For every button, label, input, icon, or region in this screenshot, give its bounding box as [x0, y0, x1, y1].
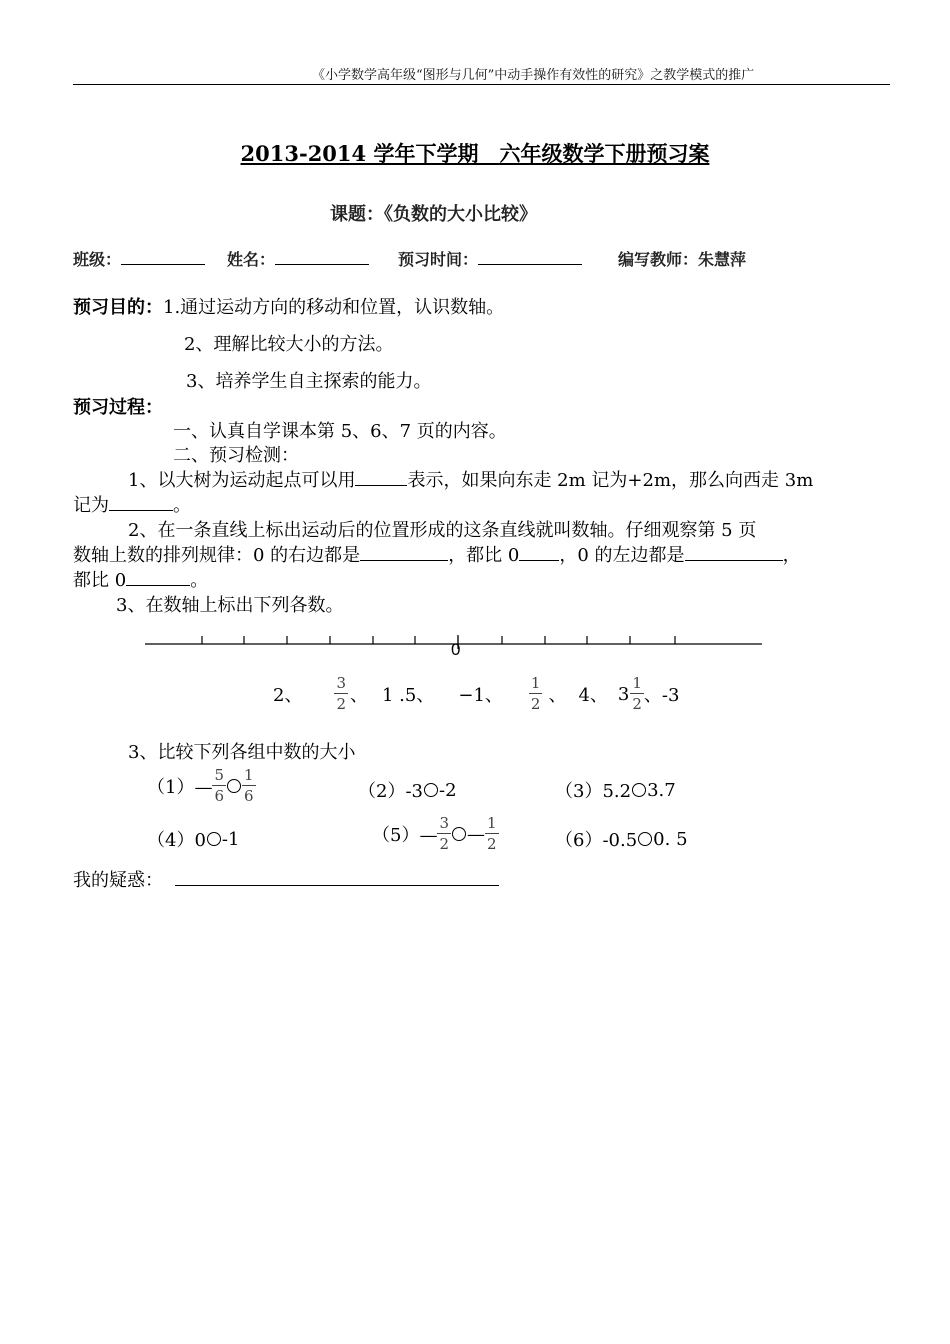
name-label: 姓名：: [227, 250, 276, 269]
q1-text-c: 记为: [73, 495, 109, 516]
compare-item-1: （1）— $\frac{5}{6}$ $\frac{1}{6}$: [147, 766, 254, 805]
mixed-number-fraction: $\frac{1}{2}$: [632, 674, 642, 713]
numbers-to-mark: [273, 676, 679, 712]
header-divider: [73, 84, 890, 85]
q2-blank-3[interactable]: [685, 544, 783, 561]
compare-title: 3、比较下列各组中数的大小: [128, 742, 356, 763]
compare-circle-1[interactable]: [227, 779, 241, 793]
compare-item-4: （4）0 -1: [147, 828, 240, 851]
fraction-1-over-2-compare: $\frac{1}{2}$: [487, 814, 497, 853]
fraction-3-over-2: $\frac{3}{2}$: [336, 674, 346, 713]
fraction-3-over-2-compare: $\frac{3}{2}$: [439, 814, 449, 853]
question-2-line-2: [73, 541, 801, 567]
goals-label: 预习目的：: [73, 297, 163, 318]
separator-2: 、: [548, 685, 567, 706]
number-4: 4、: [578, 685, 608, 706]
name-blank[interactable]: [275, 248, 369, 265]
time-blank[interactable]: [478, 248, 582, 265]
q2-text-e: ，: [782, 545, 801, 566]
goal-item-3: 3、培养学生自主探索的能力。: [186, 371, 432, 392]
fraction-1-over-2: $\frac{1}{2}$: [530, 674, 541, 713]
compare-circle-4[interactable]: [207, 832, 221, 846]
question-2-line-1: 2、在一条直线上标出运动后的位置形成的这条直线就叫数轴。仔细观察第 5 页: [128, 520, 757, 541]
class-blank[interactable]: [121, 248, 205, 265]
name-field: [227, 247, 369, 270]
fraction-1-over-6: $\frac{1}{6}$: [244, 766, 254, 805]
fraction-5-over-6: $\frac{5}{6}$: [214, 766, 224, 805]
q2-text-g: 。: [190, 570, 209, 591]
goal-item-2: 2、理解比较大小的方法。: [184, 334, 394, 355]
q1-text-b: 表示，如果向东走 2m 记为+2m，那么向西走 3m: [407, 470, 814, 491]
class-field: [73, 247, 205, 270]
q2-blank-4[interactable]: [126, 569, 190, 586]
mixed-number-whole: 3: [617, 683, 630, 705]
number-2: 2、: [273, 685, 303, 706]
compare-circle-6[interactable]: [638, 832, 652, 846]
q2-blank-2[interactable]: [519, 544, 559, 561]
compare-item-3: （3）5.2 3.7: [555, 779, 676, 802]
lesson-subject: 课题：《负数的大小比较》: [330, 204, 537, 225]
number-line-zero-label: 0: [451, 640, 461, 659]
number-minus-3: 、-3: [643, 685, 680, 706]
doubt-label: 我的疑惑：: [73, 870, 163, 891]
q2-text-b: 数轴上数的排列规律：0 的右边都是: [73, 545, 361, 566]
q2-blank-1[interactable]: [360, 544, 448, 561]
q2-text-f: 都比 0: [73, 570, 127, 591]
process-label: 预习过程：: [73, 397, 163, 418]
page-title: 2013-2014 学年下学期 六年级数学下册预习案: [240, 141, 710, 166]
process-step-2: 二、预习检测：: [173, 445, 299, 466]
compare-circle-3[interactable]: [632, 783, 646, 797]
question-2-line-3: [73, 566, 208, 592]
q2-text-d: ，0 的左边都是: [559, 545, 685, 566]
question-1-line-2: [73, 491, 191, 517]
teacher-label: 编写教师：朱慧萍: [618, 250, 747, 269]
time-field: [398, 247, 582, 270]
goals-line-1: [73, 293, 504, 319]
time-label: 预习时间：: [398, 250, 479, 269]
compare-item-2: （2）-3 -2: [358, 779, 457, 802]
compare-circle-5[interactable]: [452, 827, 466, 841]
compare-item-5: （5）— $\frac{3}{2}$ — $\frac{1}{2}$: [372, 814, 497, 853]
compare-item-6: （6）-0.5 0. 5: [555, 828, 688, 851]
number-1-5: 1 .5、: [382, 685, 435, 706]
separator-1: 、: [350, 685, 368, 706]
class-label: 班级：: [73, 250, 122, 269]
number-line-ticks: [202, 635, 675, 649]
q2-text-c: ，都比 0: [448, 545, 520, 566]
compare-circle-2[interactable]: [424, 783, 438, 797]
process-step-1: 一、认真自学课本第 5、6、7 页的内容。: [173, 421, 507, 442]
page-header: 《小学数学高年级“图形与几何”中动手操作有效性的研究》之教学模式的推广: [312, 68, 755, 83]
doubt-field: [73, 866, 499, 892]
q1-text-d: 。: [173, 495, 191, 516]
doubt-blank[interactable]: [175, 869, 499, 886]
q1-blank-2[interactable]: [109, 494, 173, 511]
number-minus-1: −1、: [458, 685, 503, 706]
question-1-line-1: [128, 466, 813, 492]
goal-item-1: 1.通过运动方向的移动和位置，认识数轴。: [163, 297, 505, 318]
q1-text-a: 1、以大树为运动起点可以用: [128, 470, 356, 491]
q1-blank-1[interactable]: [355, 469, 407, 486]
question-3-title: 3、在数轴上标出下列各数。: [116, 595, 344, 616]
